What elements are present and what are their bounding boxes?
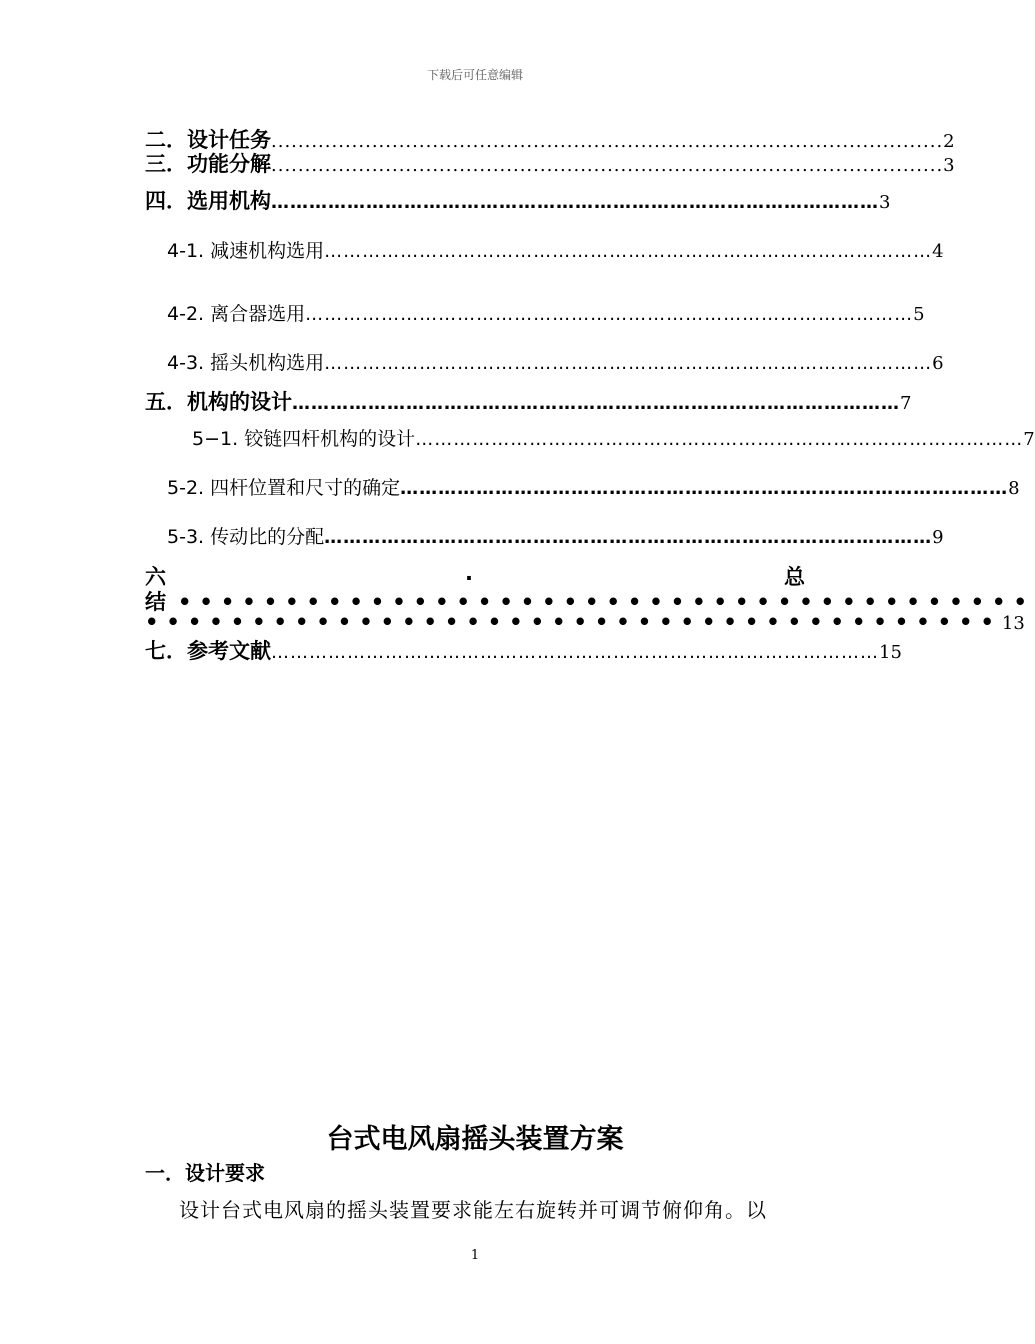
toc-label: 结 (145, 590, 166, 614)
toc-page: 3 (879, 192, 891, 213)
toc-label: 5-3. 传动比的分配 (167, 526, 325, 548)
toc-label: 七．参考文献 (145, 639, 271, 663)
toc-label: 4-2. 离合器选用 (167, 303, 306, 325)
toc-page: 13 (1001, 613, 1025, 634)
page-number: 1 (470, 1248, 480, 1263)
toc-label: 四．选用机构 (145, 189, 271, 213)
toc-label: 5−1. 铰链四杆机构的设计 (192, 428, 416, 450)
toc-leader: •••••••••••••••••••••••••••••••••••••••• (178, 590, 1035, 614)
toc-page: 15 (879, 642, 902, 663)
toc-page: 9 (932, 527, 944, 548)
toc-s6-part-b: . (465, 561, 473, 585)
toc-label: 三．功能分解 (145, 152, 271, 176)
toc-page: 8 (1008, 478, 1020, 499)
toc-label: 二．设计任务 (145, 128, 271, 152)
body-paragraph: 设计台式电风扇的摇头装置要求能左右旋转并可调节俯仰角。以 (179, 1198, 767, 1222)
toc-entry-s4-1[interactable] (167, 236, 944, 263)
toc-leader: …………………………………………………………………………………… (400, 478, 1009, 499)
toc-leader: .................................................................................................... (271, 131, 944, 152)
toc-label: 4-1. 减速机构选用 (167, 240, 325, 262)
toc-entry-s3[interactable] (145, 148, 955, 178)
toc-leader: …………………………………………………………………………………… (324, 241, 933, 262)
section-heading: 一．设计要求 (145, 1161, 265, 1185)
toc-entry-s5[interactable] (145, 386, 912, 416)
toc-page: 7 (1023, 429, 1035, 450)
toc-leader: …………………………………………………………………………………… (324, 527, 933, 548)
toc-entry-s5-3[interactable] (167, 522, 944, 549)
toc-leader: •••••••••••••••••••••••••••••••••••••••• (145, 610, 1002, 634)
toc-entry-s5-2[interactable] (167, 473, 1020, 500)
toc-label: 5-2. 四杆位置和尺寸的确定 (167, 477, 401, 499)
toc-page: 3 (943, 155, 955, 176)
toc-label: 4-3. 摇头机构选用 (167, 352, 325, 374)
toc-entry-s6-line3[interactable] (145, 610, 1025, 634)
toc-leader: …………………………………………………………………………………… (305, 304, 914, 325)
toc-entry-s7[interactable] (145, 635, 902, 665)
toc-page: 7 (900, 393, 912, 414)
toc-leader: …………………………………………………………………………………… (271, 642, 879, 663)
toc-s6-part-a: 六 (145, 565, 166, 589)
toc-leader: …………………………………………………………………………………… (324, 353, 933, 374)
toc-s6-part-c: 总 (784, 565, 805, 589)
toc-entry-s4-3[interactable] (167, 348, 944, 375)
toc-leader: …………………………………………………………………………………… (415, 429, 1024, 450)
toc-entry-s4-2[interactable] (167, 299, 925, 326)
page-header-note: 下载后可任意编辑 (426, 68, 523, 82)
toc-entry-s5-1[interactable] (192, 424, 1035, 451)
toc-page: 6 (932, 353, 944, 374)
toc-page: 2 (943, 131, 955, 152)
toc-entry-s4[interactable] (145, 185, 891, 215)
toc-leader: …………………………………………………………………………………… (292, 393, 900, 414)
toc-page: 5 (913, 304, 925, 325)
toc-leader: …………………………………………………………………………………… (271, 192, 879, 213)
toc-leader: .................................................................................................... (271, 155, 944, 176)
document-title: 台式电风扇摇头装置方案 (326, 1124, 624, 1155)
toc-page: 4 (932, 241, 944, 262)
toc-label: 五．机构的设计 (145, 390, 292, 414)
